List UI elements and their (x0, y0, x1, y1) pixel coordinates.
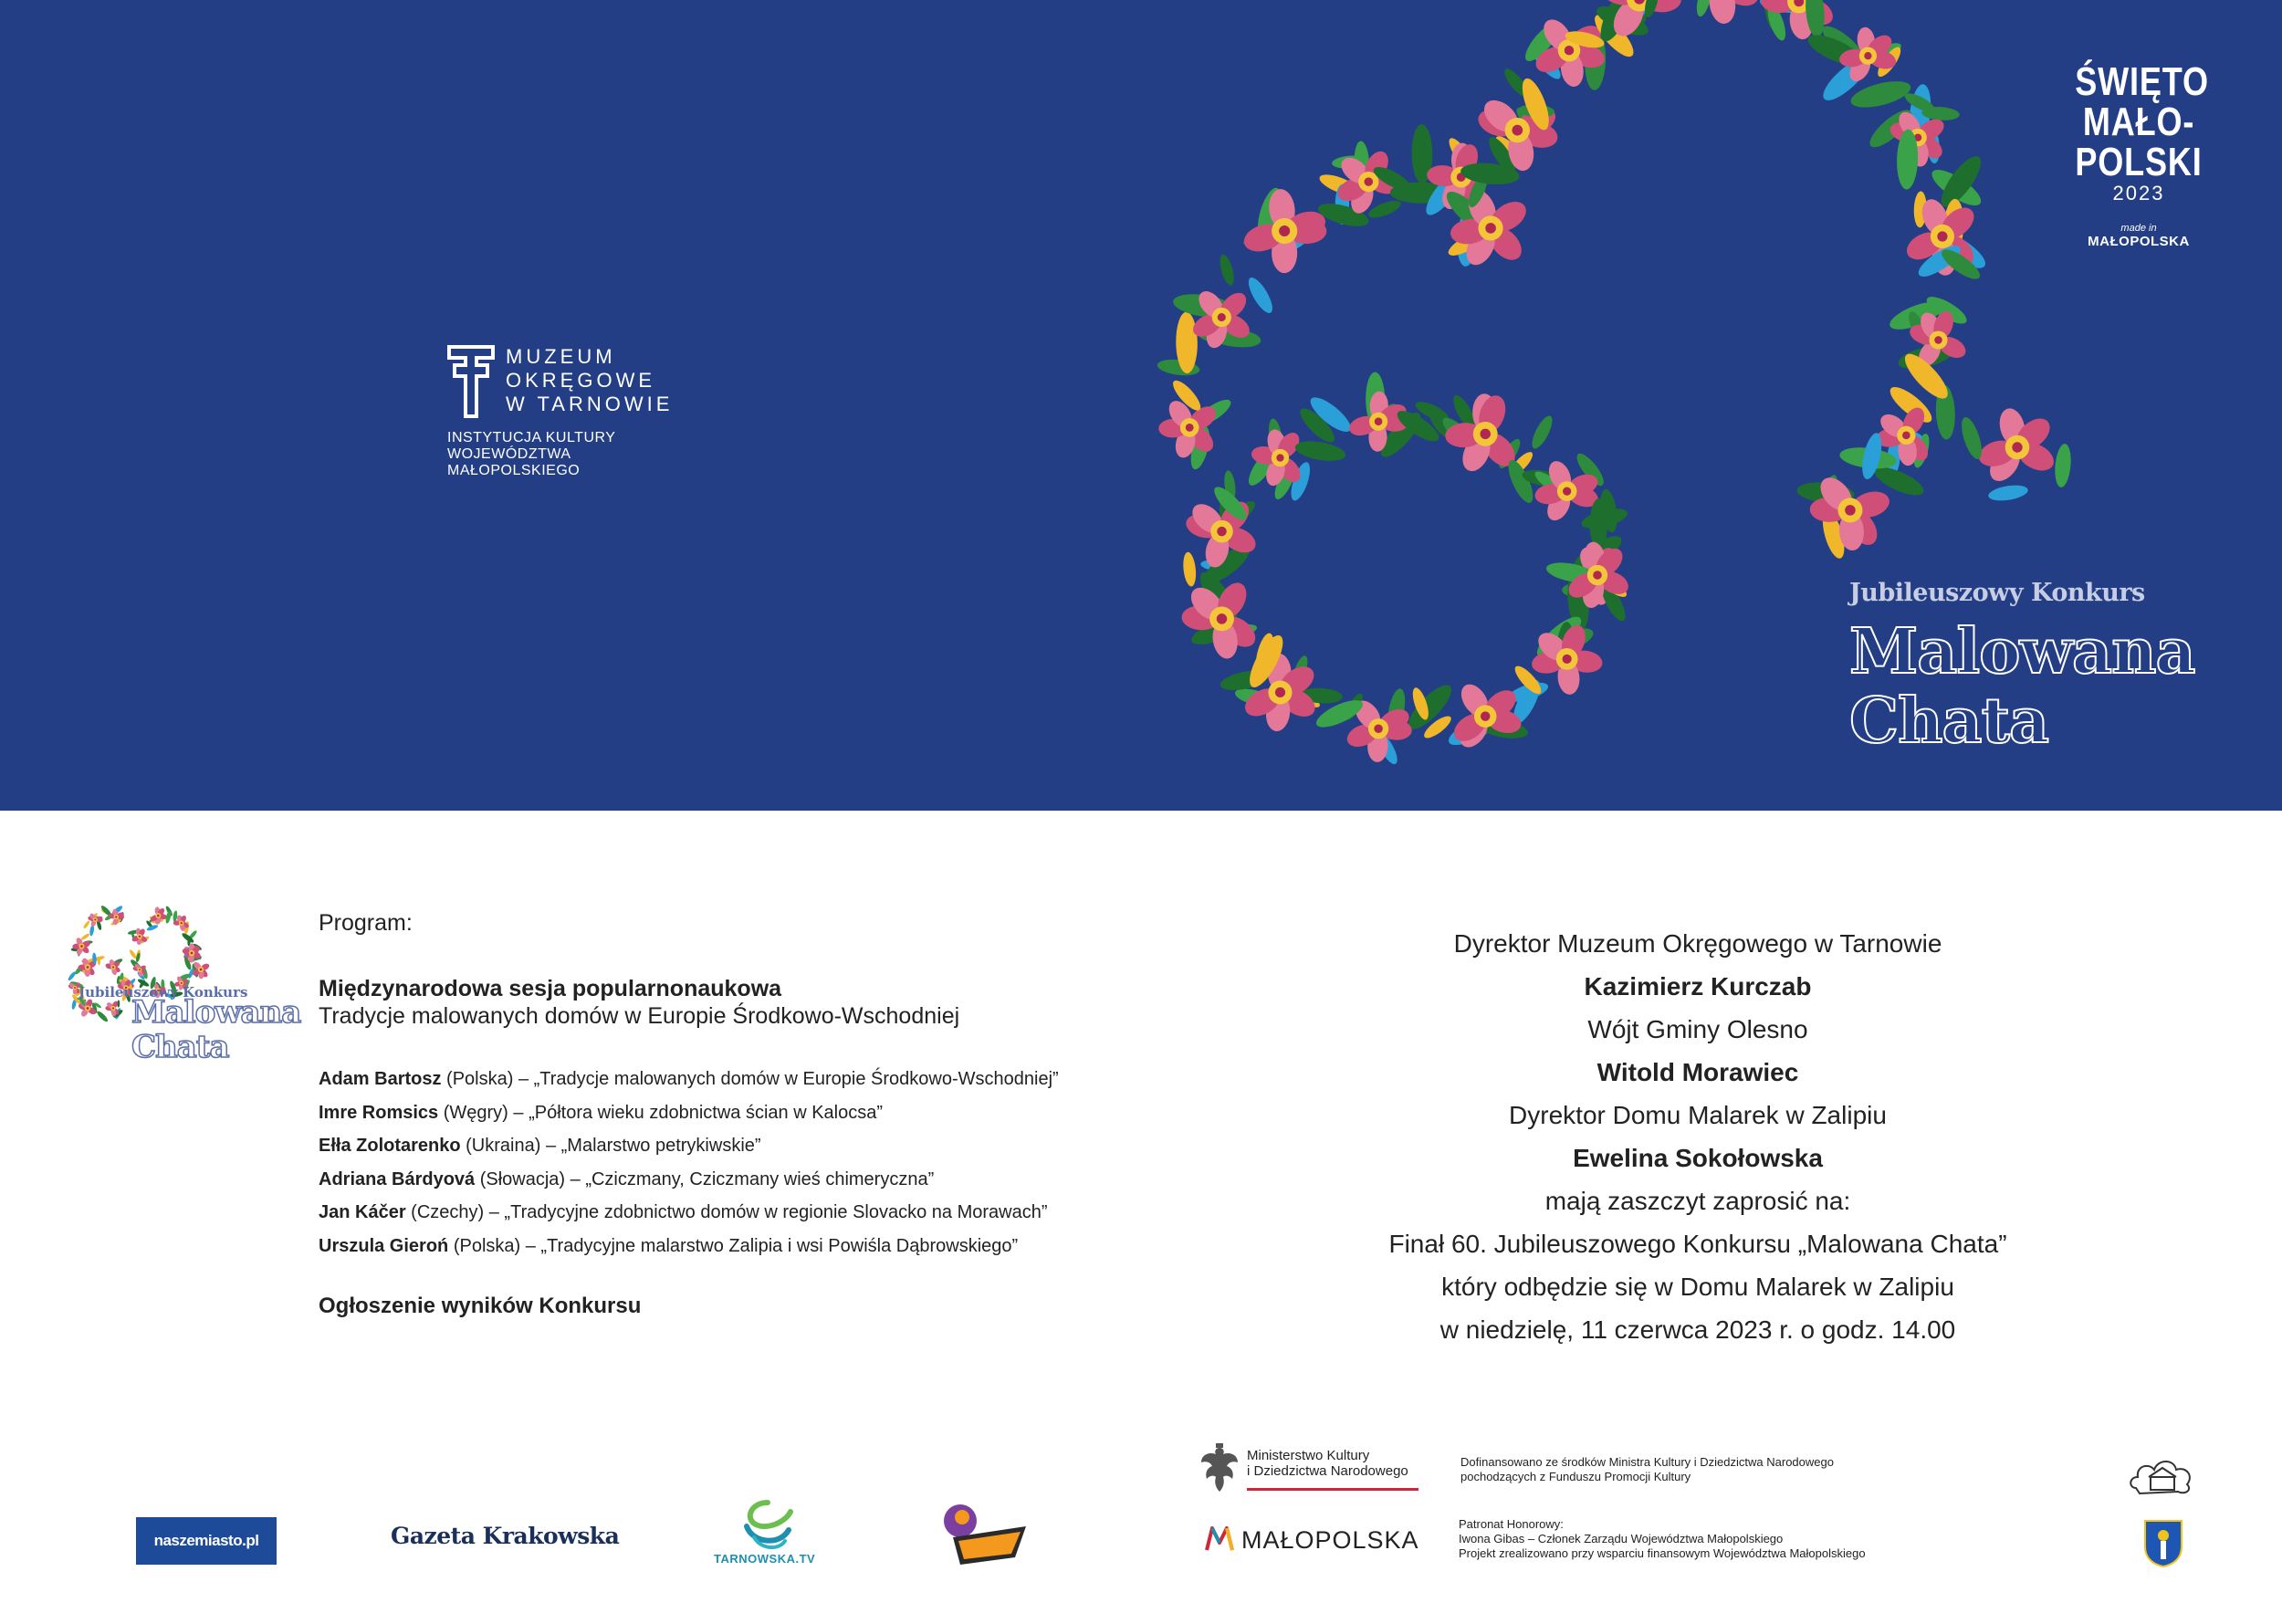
talk-speaker: Jan Káčer (319, 1202, 406, 1222)
invite-host-name: Witold Morawiec (1596, 1058, 1799, 1086)
talk-details: (Węgry) – „Półtora wieku zdobnictwa ścian w Kalocsa” (438, 1102, 884, 1123)
ministry-accent-line (1247, 1488, 1418, 1491)
invite-line: który odbędzie się w Domu Malarek w Zalipiu (1441, 1273, 1954, 1301)
leaf-ornament (1987, 483, 2029, 503)
flower-ornament (1975, 405, 2058, 487)
talk-speaker: Imre Romsics (319, 1102, 439, 1123)
tarnowska-tv-label: TARNOWSKA.TV (714, 1552, 816, 1566)
leaf-ornament (173, 910, 178, 922)
program-label: Program: (319, 910, 413, 936)
tarnowska-tv-icon (739, 1499, 796, 1554)
gazeta-krakowska-logo: Gazeta Krakowska (391, 1523, 620, 1549)
leaf-ornament (96, 1010, 110, 1023)
invite-line: Dyrektor Domu Malarek w Zalipiu (1509, 1101, 1887, 1129)
flower-ornament (1474, 94, 1560, 173)
invite-line: Dyrektor Muzeum Okręgowego w Tarnowie (1453, 929, 1942, 958)
session-subtitle: Tradycje malowanych domów w Europie Środkowo-Wschodniej (319, 1003, 960, 1029)
leaf-ornament (1244, 274, 1277, 316)
leaf-ornament (146, 924, 159, 932)
malopolska-logo: MAŁOPOLSKA (1241, 1526, 1419, 1554)
talk-item (319, 1096, 1231, 1130)
honorary-patronage: Patronat Honorowy: Iwona Gibas – Członek Zarządu Województwa Małopolskiego Projekt zrealizowano przy wsparciu finansowym Województwa Małopolskiego (1459, 1517, 1866, 1560)
talk-item (319, 1063, 1231, 1096)
talk-speaker: Urszula Gieroń (319, 1235, 449, 1256)
museum-subtitle: INSTYTUCJA KULTURY WOJEWÓDZTWA MAŁOPOLSKIEGO (447, 430, 616, 478)
flower-ornament (1240, 188, 1328, 274)
talk-details: (Ukraina) – „Malarstwo petrykiwskie” (460, 1136, 761, 1156)
talk-details: (Polska) – „Tradycyjne malarstwo Zalipia i wsi Powiśla Dąbrowskiego” (448, 1235, 1019, 1256)
contest-title: Malowana Chata (1849, 615, 2195, 758)
invite-line: w niedzielę, 11 czerwca 2023 r. o godz. 14.00 (1439, 1315, 1956, 1344)
contest-prefix: Jubileuszowy Konkurs (1849, 579, 2145, 607)
flower-ornament (1676, 0, 1764, 26)
swieto-malopolski-logo: ŚWIĘTO MAŁO- POLSKI 2023 made in MAŁOPOLSKA (2075, 59, 2209, 249)
talk-list (319, 1063, 1231, 1263)
talk-item (319, 1129, 1231, 1163)
flower-ornament (108, 908, 124, 925)
invite-host-name: Ewelina Sokołowska (1573, 1144, 1823, 1172)
invite-line: Finał 60. Jubileuszowego Konkursu „Malowana Chata” (1388, 1230, 2007, 1258)
naszemiasto-logo: naszemiasto.pl (136, 1517, 277, 1565)
small-logo-title: Malowana Chata (131, 994, 301, 1065)
museum-mark-icon (447, 345, 495, 418)
session-title: Międzynarodowa sesja popularnonaukowa (319, 976, 782, 1001)
header-banner (0, 0, 2282, 811)
olesno-coat-of-arms (2143, 1519, 2183, 1568)
talk-item (319, 1163, 1231, 1197)
program-section (319, 909, 1231, 1319)
leaf-ornament (1848, 76, 1913, 112)
ministry-name: Ministerstwo Kultury i Dziedzictwa Narodowego (1247, 1448, 1408, 1479)
leaf-ornament (1182, 551, 1198, 587)
results-announcement: Ogłoszenie wyników Konkursu (319, 1294, 642, 1318)
talk-speaker: Adam Bartosz (319, 1069, 442, 1089)
leaf-ornament (2053, 443, 2072, 487)
invite-line: mają zaszczyt zaprosić na: (1544, 1187, 1851, 1215)
leaf-ornament (80, 933, 90, 941)
talk-item (319, 1196, 1231, 1230)
polish-eagle-emblem (1198, 1442, 1241, 1495)
talk-item (319, 1230, 1231, 1263)
leaf-ornament (1217, 253, 1236, 287)
talk-details: (Czechy) – „Tradycyjne zdobnictwo domów w regionie Slovacko na Morawach” (405, 1202, 1048, 1222)
talk-speaker: Adriana Bárdyová (319, 1168, 476, 1189)
leaf-ornament (1293, 438, 1346, 465)
malopolska-mark-icon (1205, 1524, 1234, 1552)
museum-name: MUZEUM OKRĘGOWE W TARNOWIE (506, 345, 674, 415)
talk-details: (Polska) – „Tradycje malowanych domów w Europie Środkowo-Wschodniej” (441, 1069, 1059, 1089)
talk-speaker: Ełła Zolotarenko (319, 1136, 461, 1156)
leaf-ornament (1528, 414, 1556, 452)
zalipie-logo (2127, 1442, 2196, 1497)
small-logo-prefix: Jubileuszowy Konkurs (79, 984, 248, 1001)
talk-details: (Słowacja) – „Cziczmany, Cziczmany wieś chimeryczna” (475, 1168, 935, 1189)
leaf-ornament (129, 948, 138, 959)
invite-host-name: Kazimierz Kurczab (1584, 972, 1812, 1001)
leaf-ornament (82, 920, 90, 929)
funding-note: Dofinansowano ze środków Ministra Kultury i Dziedzictwa Narodowego pochodzących z Funduszu Promocji Kultury (1460, 1455, 1834, 1483)
invite-line: Wójt Gminy Olesno (1587, 1015, 1808, 1043)
leaf-ornament (67, 970, 77, 981)
tarnow-city-logo (940, 1501, 1028, 1566)
flower-ornament (1809, 472, 1892, 551)
invitation-text (1333, 922, 2063, 1351)
